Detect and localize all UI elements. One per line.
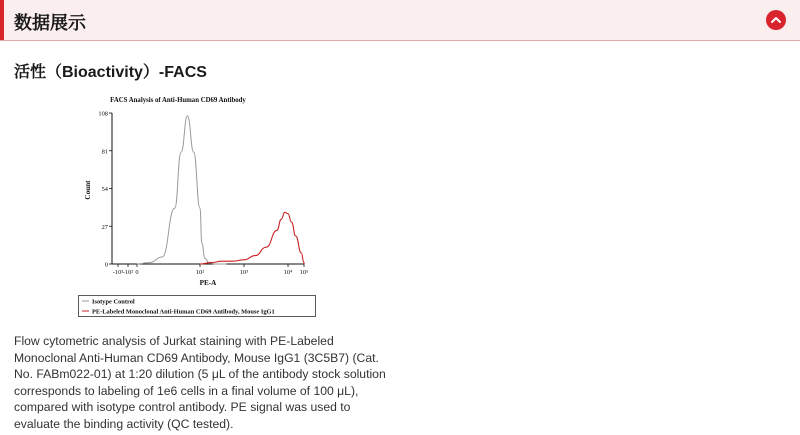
legend-label-antibody: PE-Labeled Monoclonal Anti-Human CD69 Antibody, Mouse IgG1 [92, 308, 275, 316]
plot-area [98, 111, 308, 277]
x-tick-label: -10³ [112, 269, 124, 276]
y-tick-label: 108 [98, 110, 108, 118]
collapse-button[interactable] [766, 10, 786, 30]
y-axis-label: Count [84, 180, 92, 200]
legend-label-isotype: Isotype Control [92, 298, 135, 306]
chevron-up-icon [766, 10, 786, 30]
y-tick-label: 27 [101, 223, 108, 231]
y-tick-label: 81 [101, 148, 108, 156]
facs-figure [78, 92, 324, 318]
y-tick-label: 0 [104, 261, 108, 269]
x-tick-label: 10⁵ [299, 269, 309, 276]
section-header [0, 0, 800, 41]
x-axis-label: PE-A [199, 279, 217, 287]
header-accent-bar [0, 0, 4, 40]
x-tick-label: 10³ [239, 269, 249, 276]
chart-legend [79, 296, 316, 317]
x-tick-label: 10⁴ [283, 269, 293, 276]
x-tick-label: -10² [122, 269, 134, 276]
bioactivity-title: 活性（Bioactivity）-FACS [14, 64, 207, 81]
x-tick-label: 10² [195, 269, 205, 276]
facs-histogram-chart [78, 92, 324, 318]
figure-description: Flow cytometric analysis of Jurkat staining with PE-Labeled Monoclonal Anti-Human CD69 Antibody, Mouse IgG1 (3C5B7) (Cat. No. FABm022-01) at 1:20 dilution (5 μL of the antibody stock solution corresponds to labeling of 1e6 cells in a final volume of 100 μL), compared with isotype control antibody. PE signal was used to evaluate the binding activity (QC tested). [14, 334, 386, 431]
x-tick-label: 0 [135, 269, 139, 276]
series-line-isotype-control [137, 116, 227, 264]
y-tick-label: 54 [101, 186, 108, 193]
series-line-cd69-antibody [200, 212, 304, 264]
chart-title: FACS Analysis of Anti-Human CD69 Antibody [110, 97, 246, 104]
section-header-title: 数据展示 [14, 13, 86, 33]
